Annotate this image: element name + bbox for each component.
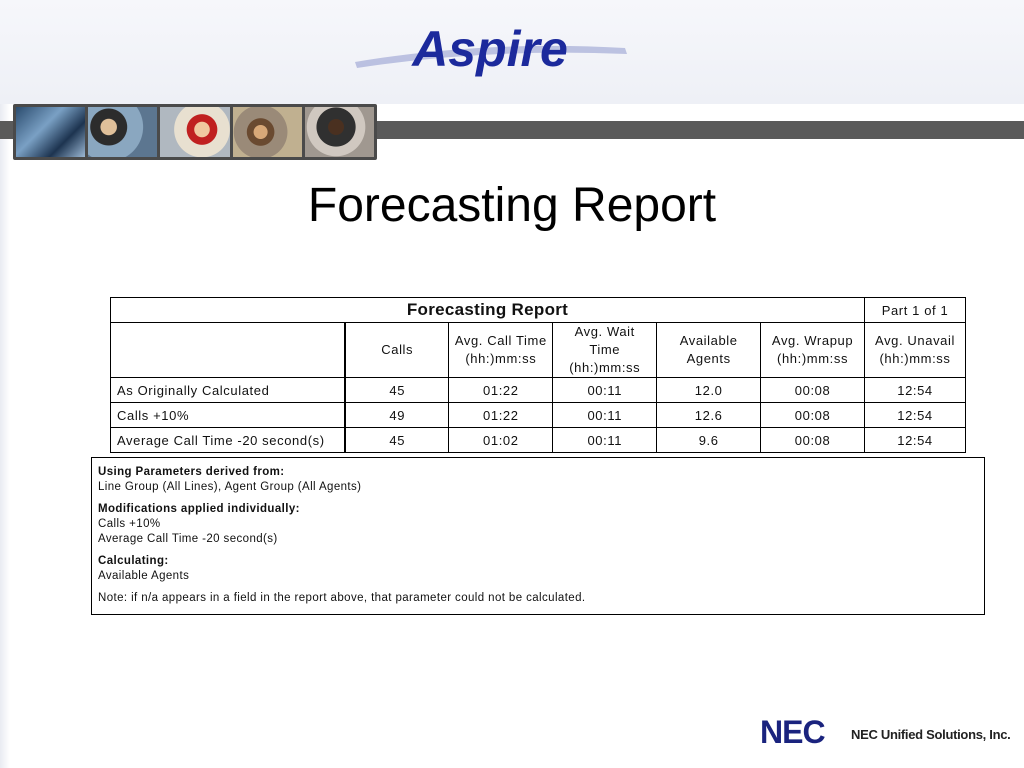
cell-calls: 45 [345, 428, 449, 453]
modification-item: Average Call Time -20 second(s) [98, 533, 278, 545]
calculating-heading: Calculating: [98, 555, 169, 567]
row-label: Calls +10% [111, 403, 346, 428]
table-row [111, 378, 966, 403]
forecast-table [110, 297, 966, 453]
cell-avg-wrapup: 00:08 [761, 428, 865, 453]
photo-family [160, 107, 229, 157]
table-title-row [111, 298, 966, 323]
column-header-available-agents: Available Agents [657, 323, 761, 378]
derived-value: Line Group (All Lines), Agent Group (All Agents) [98, 481, 362, 493]
cell-avg-call-time: 01:22 [449, 403, 553, 428]
table-row [111, 428, 966, 453]
cell-avg-call-time: 01:22 [449, 378, 553, 403]
table-header-row [111, 323, 966, 378]
cell-avg-unavail: 12:54 [865, 428, 966, 453]
modification-item: Calls +10% [98, 518, 161, 530]
column-header-avg-wait-time: Avg. Wait Time (hh:)mm:ss [553, 323, 657, 378]
photo-man-on-phone [305, 107, 374, 157]
aspire-logo-text: Aspire [412, 21, 568, 77]
modifications-heading: Modifications applied individually: [98, 503, 300, 515]
part-indicator: Part 1 of 1 [865, 298, 966, 323]
photo-business-team [88, 107, 157, 157]
table-row [111, 403, 966, 428]
row-label: As Originally Calculated [111, 378, 346, 403]
photo-office-building [16, 107, 85, 157]
cell-avg-call-time: 01:02 [449, 428, 553, 453]
note-text: Note: if n/a appears in a field in the report above, that parameter could not be calculated. [98, 592, 586, 604]
column-header-avg-wrapup: Avg. Wrapup (hh:)mm:ss [761, 323, 865, 378]
cell-avg-unavail: 12:54 [865, 403, 966, 428]
report-title: Forecasting Report [111, 298, 865, 323]
row-label: Average Call Time -20 second(s) [111, 428, 346, 453]
nec-logo-text: NEC [760, 716, 825, 746]
cell-avg-wait-time: 00:11 [553, 428, 657, 453]
header-empty-cell [111, 323, 346, 378]
nec-logo [760, 716, 850, 746]
calculating-value: Available Agents [98, 570, 190, 582]
cell-calls: 45 [345, 378, 449, 403]
cell-available-agents: 9.6 [657, 428, 761, 453]
photo-meeting [233, 107, 302, 157]
derived-heading: Using Parameters derived from: [98, 466, 285, 478]
cell-calls: 49 [345, 403, 449, 428]
photo-strip [13, 104, 377, 160]
cell-avg-wait-time: 00:11 [553, 403, 657, 428]
cell-available-agents: 12.6 [657, 403, 761, 428]
aspire-logo [345, 18, 635, 80]
column-header-avg-unavail: Avg. Unavail (hh:)mm:ss [865, 323, 966, 378]
cell-available-agents: 12.0 [657, 378, 761, 403]
header-rule [377, 121, 1024, 139]
cell-avg-wait-time: 00:11 [553, 378, 657, 403]
parameters-box [91, 457, 985, 615]
cell-avg-unavail: 12:54 [865, 378, 966, 403]
cell-avg-wrapup: 00:08 [761, 378, 865, 403]
company-name: NEC Unified Solutions, Inc. [851, 727, 1011, 742]
column-header-avg-call-time: Avg. Call Time (hh:)mm:ss [449, 323, 553, 378]
page-title: Forecasting Report [307, 179, 717, 232]
cell-avg-wrapup: 00:08 [761, 403, 865, 428]
column-header-calls: Calls [345, 323, 449, 378]
header-rule-left [0, 121, 13, 139]
